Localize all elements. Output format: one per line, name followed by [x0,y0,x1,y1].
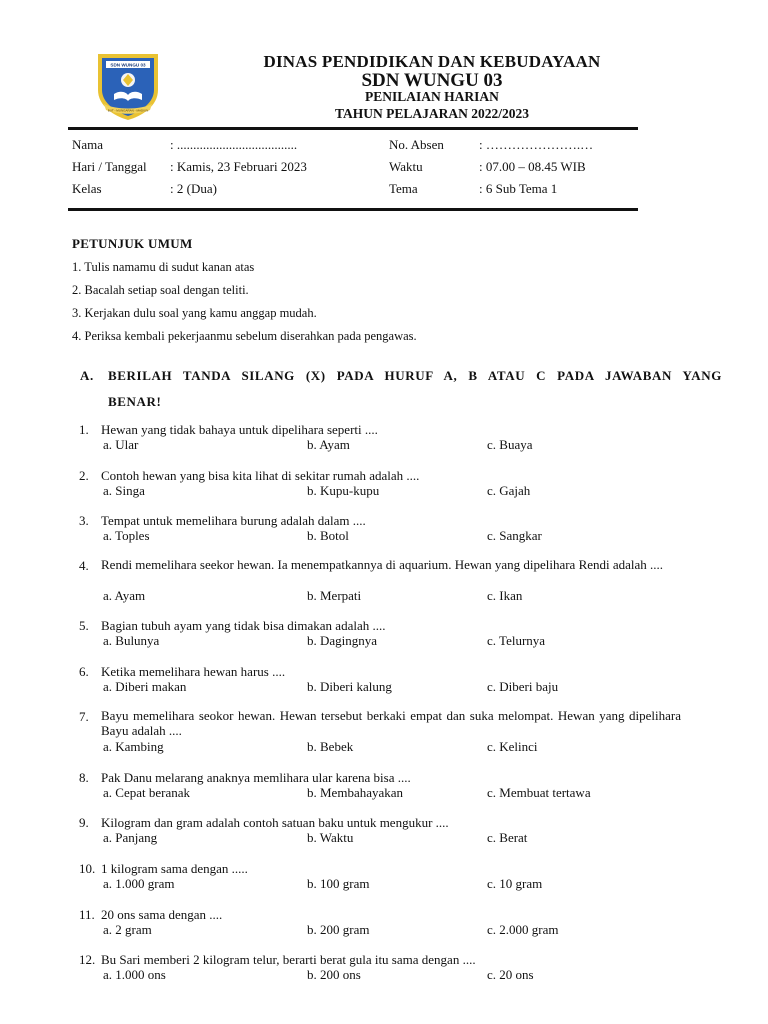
option-a[interactable]: a. Bulunya [103,633,160,648]
absen-field[interactable]: : ………………….… [479,137,594,152]
question-number: 9. [79,815,89,830]
option-b[interactable]: b. Dagingnya [307,633,378,648]
question-number: 3. [79,513,89,528]
section-a-label: A. [80,368,94,383]
kelas-label: Kelas [72,181,102,196]
option-b[interactable]: b. 200 ons [307,967,361,982]
agency-title: DINAS PENDIDIKAN DAN KEBUDAYAAN [263,52,601,71]
question-stem: Pak Danu melarang anaknya memlihara ular karena bisa .... [101,770,411,785]
option-c[interactable]: c. 20 ons [487,967,534,982]
nama-field[interactable]: : ..................................... [170,137,298,152]
instructions-title: PETUNJUK UMUM [72,236,193,251]
option-b[interactable]: b. Waktu [307,830,354,845]
option-a[interactable]: a. Diberi makan [103,679,187,694]
option-a[interactable]: a. Panjang [103,830,158,845]
header-divider [68,127,638,130]
nama-label: Nama [72,137,104,152]
waktu-value: : 07.00 – 08.45 WIB [479,159,586,174]
option-c[interactable]: c. Membuat tertawa [487,785,591,800]
school-name: SDN WUNGU 03 [361,70,503,91]
question-stem: Ketika memelihara hewan harus .... [101,664,286,679]
question-stem: 20 ons sama dengan .... [101,907,223,922]
section-a-text-cont: BENAR! [108,394,162,409]
hari-value: : Kamis, 23 Februari 2023 [170,159,307,174]
option-c[interactable]: c. 2.000 gram [487,922,559,937]
question-number: 10. [79,861,96,876]
option-c[interactable]: c. 10 gram [487,876,543,891]
tema-value: : 6 Sub Tema 1 [479,181,558,196]
option-a[interactable]: a. 1.000 ons [103,967,166,982]
option-b[interactable]: b. 200 gram [307,922,370,937]
option-c[interactable]: c. Sangkar [487,528,542,543]
question-stem: Bagian tubuh ayam yang tidak bisa dimakan adalah .... [101,618,386,633]
question-stem: Contoh hewan yang bisa kita lihat di sekitar rumah adalah .... [101,468,420,483]
option-c[interactable]: c. Diberi baju [487,679,559,694]
question-number: 5. [79,618,89,633]
question-stem: Rendi memelihara seekor hewan. Ia menempatkannya di aquarium. Hewan yang dipelihara Rendi adalah .... [101,557,664,572]
option-a[interactable]: a. 2 gram [103,922,152,937]
option-a[interactable]: a. Kambing [103,739,164,754]
question-number: 4. [79,558,89,573]
option-c[interactable]: c. Gajah [487,483,531,498]
option-c[interactable]: c. Telurnya [487,633,546,648]
question-stem: Hewan yang tidak bahaya untuk dipelihara seperti .... [101,422,378,437]
instruction-item: 1. Tulis namamu di sudut kanan atas [72,260,255,274]
option-b[interactable]: b. Bebek [307,739,354,754]
question-number: 2. [79,468,89,483]
hari-label: Hari / Tanggal [72,159,147,174]
identity-divider [68,208,638,211]
instruction-item: 3. Kerjakan dulu soal yang kamu anggap mudah. [72,306,317,320]
question-stem: Tempat untuk memelihara burung adalah dalam .... [101,513,366,528]
option-b[interactable]: b. Diberi kalung [307,679,392,694]
instruction-item: 4. Periksa kembali pekerjaanmu sebelum diserahkan pada pengawas. [72,329,417,343]
question-number: 12. [79,952,96,967]
option-b[interactable]: b. Merpati [307,588,362,603]
logo-top-text: SDN WUNGU 03 [110,62,146,68]
option-c[interactable]: c. Buaya [487,437,533,452]
option-a[interactable]: a. Toples [103,528,150,543]
section-a-text: BERILAH TANDA SILANG (X) PADA HURUF A, B ATAU C PADA JAWABAN YANG [108,368,722,383]
question-number: 6. [79,664,89,679]
option-c[interactable]: c. Berat [487,830,528,845]
svg-text:BUT - MUNGARAN - MADIUN: BUT - MUNGARAN - MADIUN [107,108,149,113]
tema-label: Tema [389,181,418,196]
question-number: 1. [79,422,89,437]
question-stem: 1 kilogram sama dengan ..... [101,861,248,876]
absen-label: No. Absen [389,137,444,152]
waktu-label: Waktu [389,159,423,174]
option-c[interactable]: c. Ikan [487,588,523,603]
question-stem: Bayu memelihara seokor hewan. Hewan tersebut berkaki empat dan suka melompat. Hewan yang dipelihara Bayu adalah .... [101,708,681,738]
question-number: 11. [79,907,95,922]
school-year: TAHUN PELAJARAN 2022/2023 [334,106,529,121]
kelas-value: : 2 (Dua) [170,181,217,196]
option-b[interactable]: b. Kupu-kupu [307,483,380,498]
option-c[interactable]: c. Kelinci [487,739,538,754]
option-a[interactable]: a. 1.000 gram [103,876,175,891]
question-stem: Bu Sari memberi 2 kilogram telur, berarti berat gula itu sama dengan .... [101,952,476,967]
option-b[interactable]: b. 100 gram [307,876,370,891]
option-b[interactable]: b. Botol [307,528,349,543]
question-number: 7. [79,709,89,724]
instruction-item: 2. Bacalah setiap soal dengan teliti. [72,283,249,297]
exam-title: PENILAIAN HARIAN [365,89,499,104]
option-a[interactable]: a. Cepat beranak [103,785,190,800]
option-a[interactable]: a. Ular [103,437,139,452]
school-logo [92,50,164,122]
option-a[interactable]: a. Singa [103,483,145,498]
question-stem: Kilogram dan gram adalah contoh satuan baku untuk mengukur .... [101,815,449,830]
option-b[interactable]: b. Ayam [307,437,350,452]
question-number: 8. [79,770,89,785]
option-a[interactable]: a. Ayam [103,588,146,603]
option-b[interactable]: b. Membahayakan [307,785,404,800]
